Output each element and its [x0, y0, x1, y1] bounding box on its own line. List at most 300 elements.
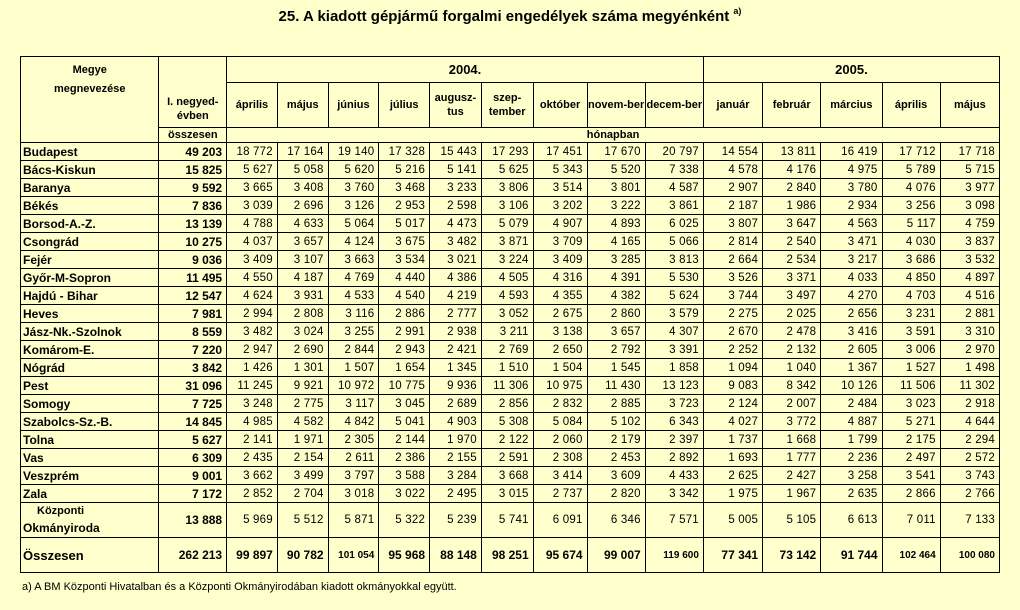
month-total-cell: 73 142 — [763, 538, 821, 573]
table-row — [21, 449, 1000, 467]
month-value-cell: 2 007 — [763, 395, 821, 413]
table-row — [21, 215, 1000, 233]
table-row — [21, 323, 1000, 341]
month-value-cell: 1 971 — [277, 431, 328, 449]
month-value-cell: 1 799 — [821, 431, 882, 449]
q1-total-cell: 12 547 — [159, 287, 227, 305]
month-value-cell: 14 554 — [703, 143, 762, 161]
month-value-cell: 3 391 — [645, 341, 703, 359]
month-value-cell: 5 102 — [587, 413, 645, 431]
month-value-cell: 3 499 — [277, 467, 328, 485]
month-value-cell: 5 141 — [430, 161, 482, 179]
q1-total-cell: 49 203 — [159, 143, 227, 161]
q1-total-cell: 9 001 — [159, 467, 227, 485]
month-value-cell: 4 850 — [882, 269, 940, 287]
month-value-cell: 3 772 — [763, 413, 821, 431]
month-value-cell: 4 907 — [533, 215, 587, 233]
month-total-cell: 88 148 — [430, 538, 482, 573]
month-value-cell: 19 140 — [328, 143, 379, 161]
county-name-line2: Okmányiroda — [23, 521, 100, 535]
month-value-cell: 2 860 — [587, 305, 645, 323]
month-value-cell: 2 943 — [379, 341, 430, 359]
month-value-cell: 1 737 — [703, 431, 762, 449]
county-header-line1: Megye — [72, 64, 107, 76]
month-value-cell: 3 468 — [379, 179, 430, 197]
month-value-cell: 2 275 — [703, 305, 762, 323]
month-value-cell: 2 421 — [430, 341, 482, 359]
month-value-cell: 18 772 — [227, 143, 278, 161]
month-value-cell: 3 723 — [645, 395, 703, 413]
month-value-cell: 2 832 — [533, 395, 587, 413]
month-value-cell: 2 808 — [277, 305, 328, 323]
month-value-cell: 17 164 — [277, 143, 328, 161]
month-value-cell: 5 117 — [882, 215, 940, 233]
month-value-cell: 3 514 — [533, 179, 587, 197]
month-total-cell: 95 674 — [533, 538, 587, 573]
month-value-cell: 3 107 — [277, 251, 328, 269]
month-value-cell: 3 256 — [882, 197, 940, 215]
q1-total-header: összesen — [159, 128, 227, 143]
month-value-cell: 5 322 — [379, 503, 430, 538]
month-value-cell: 3 534 — [379, 251, 430, 269]
month-value-cell: 5 969 — [227, 503, 278, 538]
table-row — [21, 467, 1000, 485]
month-value-cell: 3 045 — [379, 395, 430, 413]
q1-total-cell: 11 495 — [159, 269, 227, 287]
total-row — [21, 538, 1000, 573]
table-row — [21, 305, 1000, 323]
month-value-cell: 3 006 — [882, 341, 940, 359]
month-value-cell: 2 305 — [328, 431, 379, 449]
month-value-cell: 20 797 — [645, 143, 703, 161]
month-value-cell: 3 233 — [430, 179, 482, 197]
month-value-cell: 3 285 — [587, 251, 645, 269]
month-value-cell: 9 936 — [430, 377, 482, 395]
month-value-cell: 7 571 — [645, 503, 703, 538]
month-value-cell: 3 806 — [481, 179, 533, 197]
month-value-cell: 3 471 — [821, 233, 882, 251]
month-value-cell: 3 039 — [227, 197, 278, 215]
month-value-cell: 5 624 — [645, 287, 703, 305]
month-value-cell: 5 741 — [481, 503, 533, 538]
q1-total-cell: 8 559 — [159, 323, 227, 341]
month-value-cell: 5 512 — [277, 503, 328, 538]
month-value-cell: 3 801 — [587, 179, 645, 197]
month-value-cell: 2 435 — [227, 449, 278, 467]
table-row — [21, 377, 1000, 395]
month-value-cell: 2 656 — [821, 305, 882, 323]
month-value-cell: 3 977 — [940, 179, 999, 197]
table-row — [21, 413, 1000, 431]
month-value-cell: 4 440 — [379, 269, 430, 287]
month-value-cell: 6 613 — [821, 503, 882, 538]
month-value-cell: 2 540 — [763, 233, 821, 251]
year-2004-header: 2004. — [227, 57, 704, 83]
month-value-cell: 3 409 — [227, 251, 278, 269]
month-value-cell: 3 126 — [328, 197, 379, 215]
month-value-cell: 3 211 — [481, 323, 533, 341]
month-header: március — [821, 83, 882, 128]
month-total-cell: 99 007 — [587, 538, 645, 573]
month-value-cell: 3 024 — [277, 323, 328, 341]
q1-total-cell: 15 825 — [159, 161, 227, 179]
month-value-cell: 2 766 — [940, 485, 999, 503]
month-value-cell: 5 105 — [763, 503, 821, 538]
month-value-cell: 2 175 — [882, 431, 940, 449]
month-total-cell: 98 251 — [481, 538, 533, 573]
month-header: október — [533, 83, 587, 128]
month-value-cell: 1 504 — [533, 359, 587, 377]
month-value-cell: 3 231 — [882, 305, 940, 323]
month-value-cell: 4 533 — [328, 287, 379, 305]
county-name: Jász-Nk.-Szolnok — [21, 323, 159, 341]
month-value-cell: 5 627 — [227, 161, 278, 179]
month-value-cell: 2 478 — [763, 323, 821, 341]
month-value-cell: 3 780 — [821, 179, 882, 197]
month-value-cell: 3 665 — [227, 179, 278, 197]
table-row — [21, 197, 1000, 215]
total-label: Összesen — [21, 538, 159, 573]
month-header: július — [379, 83, 430, 128]
month-value-cell: 3 258 — [821, 467, 882, 485]
month-value-cell: 4 893 — [587, 215, 645, 233]
month-total-cell: 99 897 — [227, 538, 278, 573]
month-value-cell: 3 409 — [533, 251, 587, 269]
month-value-cell: 2 885 — [587, 395, 645, 413]
month-value-cell: 4 842 — [328, 413, 379, 431]
month-value-cell: 3 532 — [940, 251, 999, 269]
month-value-cell: 5 058 — [277, 161, 328, 179]
month-value-cell: 7 011 — [882, 503, 940, 538]
month-value-cell: 3 526 — [703, 269, 762, 287]
table-row — [21, 251, 1000, 269]
month-value-cell: 4 587 — [645, 179, 703, 197]
month-total-cell: 100 080 — [940, 538, 999, 573]
month-header: április — [882, 83, 940, 128]
month-value-cell: 1 693 — [703, 449, 762, 467]
month-header: június — [328, 83, 379, 128]
month-value-cell: 4 903 — [430, 413, 482, 431]
month-value-cell: 2 495 — [430, 485, 482, 503]
month-value-cell: 3 116 — [328, 305, 379, 323]
month-value-cell: 3 686 — [882, 251, 940, 269]
county-name: Vas — [21, 449, 159, 467]
q1-total-cell: 3 842 — [159, 359, 227, 377]
month-value-cell: 2 690 — [277, 341, 328, 359]
month-value-cell: 3 138 — [533, 323, 587, 341]
q1-total-cell: 7 725 — [159, 395, 227, 413]
q1-total-cell: 7 981 — [159, 305, 227, 323]
month-value-cell: 2 497 — [882, 449, 940, 467]
month-value-cell: 7 338 — [645, 161, 703, 179]
month-total-cell: 119 600 — [645, 538, 703, 573]
month-value-cell: 3 609 — [587, 467, 645, 485]
month-value-cell: 4 386 — [430, 269, 482, 287]
month-value-cell: 10 126 — [821, 377, 882, 395]
county-name: Nógrád — [21, 359, 159, 377]
month-total-cell: 90 782 — [277, 538, 328, 573]
month-value-cell: 4 176 — [763, 161, 821, 179]
month-value-cell: 2 294 — [940, 431, 999, 449]
month-value-cell: 3 222 — [587, 197, 645, 215]
month-value-cell: 3 248 — [227, 395, 278, 413]
month-header: január — [703, 83, 762, 128]
q1-total-cell: 5 627 — [159, 431, 227, 449]
q1-total-cell: 14 845 — [159, 413, 227, 431]
month-header: május — [940, 83, 999, 128]
month-value-cell: 2 155 — [430, 449, 482, 467]
month-value-cell: 2 696 — [277, 197, 328, 215]
month-header: augusz-tus — [430, 83, 482, 128]
month-value-cell: 2 534 — [763, 251, 821, 269]
month-value-cell: 2 670 — [703, 323, 762, 341]
month-value-cell: 2 611 — [328, 449, 379, 467]
month-value-cell: 2 907 — [703, 179, 762, 197]
q1-total-cell: 13 139 — [159, 215, 227, 233]
month-value-cell: 1 507 — [328, 359, 379, 377]
month-value-cell: 3 371 — [763, 269, 821, 287]
month-value-cell: 4 897 — [940, 269, 999, 287]
county-name: Szabolcs-Sz.-B. — [21, 413, 159, 431]
month-header: április — [227, 83, 278, 128]
month-value-cell: 2 132 — [763, 341, 821, 359]
county-name: Bács-Kiskun — [21, 161, 159, 179]
q1-total-cell: 7 836 — [159, 197, 227, 215]
month-value-cell: 4 582 — [277, 413, 328, 431]
month-value-cell: 2 605 — [821, 341, 882, 359]
month-value-cell: 2 572 — [940, 449, 999, 467]
month-value-cell: 4 759 — [940, 215, 999, 233]
month-value-cell: 1 301 — [277, 359, 328, 377]
month-value-cell: 6 091 — [533, 503, 587, 538]
month-value-cell: 3 591 — [882, 323, 940, 341]
year-2005-header: 2005. — [703, 57, 999, 83]
q1-header-label: I. negyed-évben — [167, 96, 219, 122]
table-row — [21, 143, 1000, 161]
month-value-cell: 10 975 — [533, 377, 587, 395]
month-value-cell: 3 657 — [277, 233, 328, 251]
title-footnote-mark: a) — [733, 6, 742, 16]
month-value-cell: 3 224 — [481, 251, 533, 269]
month-value-cell: 3 807 — [703, 215, 762, 233]
month-value-cell: 3 837 — [940, 233, 999, 251]
month-value-cell: 1 426 — [227, 359, 278, 377]
month-value-cell: 5 041 — [379, 413, 430, 431]
county-name: Pest — [21, 377, 159, 395]
month-value-cell: 2 991 — [379, 323, 430, 341]
month-value-cell: 4 187 — [277, 269, 328, 287]
month-value-cell: 2 386 — [379, 449, 430, 467]
month-value-cell: 2 453 — [587, 449, 645, 467]
month-value-cell: 4 516 — [940, 287, 999, 305]
month-total-cell: 77 341 — [703, 538, 762, 573]
month-value-cell: 2 881 — [940, 305, 999, 323]
county-name: Heves — [21, 305, 159, 323]
table-row — [21, 269, 1000, 287]
month-value-cell: 5 520 — [587, 161, 645, 179]
q1-total-cell: 9 036 — [159, 251, 227, 269]
month-value-cell: 4 788 — [227, 215, 278, 233]
table-row — [21, 341, 1000, 359]
month-value-cell: 1 367 — [821, 359, 882, 377]
table-row — [21, 179, 1000, 197]
county-name: Tolna — [21, 431, 159, 449]
county-name: Baranya — [21, 179, 159, 197]
month-value-cell: 9 921 — [277, 377, 328, 395]
month-value-cell: 3 342 — [645, 485, 703, 503]
month-value-cell: 3 663 — [328, 251, 379, 269]
month-total-cell: 102 464 — [882, 538, 940, 573]
title-text: 25. A kiadott gépjármű forgalmi engedélyek száma megyénként — [278, 8, 730, 25]
month-value-cell: 2 625 — [703, 467, 762, 485]
month-value-cell: 3 497 — [763, 287, 821, 305]
month-value-cell: 2 737 — [533, 485, 587, 503]
month-value-cell: 3 861 — [645, 197, 703, 215]
county-name: Hajdú - Bihar — [21, 287, 159, 305]
q1-total-cell: 9 592 — [159, 179, 227, 197]
county-name: Békés — [21, 197, 159, 215]
month-value-cell: 3 310 — [940, 323, 999, 341]
month-value-cell: 2 775 — [277, 395, 328, 413]
county-name: Győr-M-Sopron — [21, 269, 159, 287]
month-value-cell: 3 675 — [379, 233, 430, 251]
month-value-cell: 3 662 — [227, 467, 278, 485]
month-value-cell: 11 306 — [481, 377, 533, 395]
q1-total-cell: 262 213 — [159, 538, 227, 573]
month-value-cell: 4 985 — [227, 413, 278, 431]
month-value-cell: 1 094 — [703, 359, 762, 377]
month-value-cell: 5 064 — [328, 215, 379, 233]
month-value-cell: 2 187 — [703, 197, 762, 215]
month-value-cell: 1 967 — [763, 485, 821, 503]
month-value-cell: 5 620 — [328, 161, 379, 179]
month-value-cell: 1 040 — [763, 359, 821, 377]
county-name — [21, 503, 159, 538]
month-value-cell: 3 482 — [430, 233, 482, 251]
month-value-cell: 2 689 — [430, 395, 482, 413]
month-value-cell: 3 408 — [277, 179, 328, 197]
month-value-cell: 1 345 — [430, 359, 482, 377]
month-value-cell: 1 986 — [763, 197, 821, 215]
month-value-cell: 4 219 — [430, 287, 482, 305]
table-row — [21, 503, 1000, 538]
month-value-cell: 4 270 — [821, 287, 882, 305]
month-value-cell: 2 308 — [533, 449, 587, 467]
month-value-cell: 1 970 — [430, 431, 482, 449]
month-value-cell: 4 769 — [328, 269, 379, 287]
month-value-cell: 3 813 — [645, 251, 703, 269]
month-header: szep-tember — [481, 83, 533, 128]
month-value-cell: 5 239 — [430, 503, 482, 538]
month-value-cell: 2 704 — [277, 485, 328, 503]
month-value-cell: 6 343 — [645, 413, 703, 431]
q1-total-cell: 31 096 — [159, 377, 227, 395]
month-value-cell: 1 668 — [763, 431, 821, 449]
month-value-cell: 3 098 — [940, 197, 999, 215]
month-value-cell: 5 871 — [328, 503, 379, 538]
month-value-cell: 17 712 — [882, 143, 940, 161]
month-value-cell: 2 179 — [587, 431, 645, 449]
month-value-cell: 4 076 — [882, 179, 940, 197]
month-value-cell: 4 633 — [277, 215, 328, 233]
month-value-cell: 11 506 — [882, 377, 940, 395]
month-value-cell: 4 433 — [645, 467, 703, 485]
month-value-cell: 2 886 — [379, 305, 430, 323]
month-value-cell: 2 154 — [277, 449, 328, 467]
month-value-cell: 5 308 — [481, 413, 533, 431]
table-row — [21, 395, 1000, 413]
county-name: Somogy — [21, 395, 159, 413]
county-name: Csongrád — [21, 233, 159, 251]
month-value-cell: 2 124 — [703, 395, 762, 413]
month-value-cell: 5 789 — [882, 161, 940, 179]
q1-total-cell: 6 309 — [159, 449, 227, 467]
month-value-cell: 2 144 — [379, 431, 430, 449]
month-value-cell: 6 025 — [645, 215, 703, 233]
month-value-cell: 11 245 — [227, 377, 278, 395]
month-header: novem-ber — [587, 83, 645, 128]
month-total-cell: 91 744 — [821, 538, 882, 573]
county-name: Budapest — [21, 143, 159, 161]
month-value-cell: 4 624 — [227, 287, 278, 305]
month-value-cell: 5 530 — [645, 269, 703, 287]
month-value-cell: 4 391 — [587, 269, 645, 287]
month-value-cell: 8 342 — [763, 377, 821, 395]
month-value-cell: 3 015 — [481, 485, 533, 503]
month-value-cell: 17 670 — [587, 143, 645, 161]
month-value-cell: 3 018 — [328, 485, 379, 503]
month-value-cell: 4 593 — [481, 287, 533, 305]
month-value-cell: 2 427 — [763, 467, 821, 485]
table-row — [21, 431, 1000, 449]
month-value-cell: 3 657 — [587, 323, 645, 341]
month-value-cell: 2 664 — [703, 251, 762, 269]
month-value-cell: 13 811 — [763, 143, 821, 161]
month-value-cell: 4 030 — [882, 233, 940, 251]
month-value-cell: 5 084 — [533, 413, 587, 431]
month-value-cell: 3 709 — [533, 233, 587, 251]
month-value-cell: 3 022 — [379, 485, 430, 503]
month-value-cell: 1 545 — [587, 359, 645, 377]
month-value-cell: 11 430 — [587, 377, 645, 395]
month-value-cell: 1 498 — [940, 359, 999, 377]
county-name: Fejér — [21, 251, 159, 269]
month-value-cell: 10 775 — [379, 377, 430, 395]
table-row — [21, 485, 1000, 503]
month-value-cell: 2 484 — [821, 395, 882, 413]
county-header-line2: megnevezése — [53, 83, 126, 95]
month-value-cell: 5 216 — [379, 161, 430, 179]
month-value-cell: 4 307 — [645, 323, 703, 341]
month-value-cell: 2 060 — [533, 431, 587, 449]
county-name: Borsod-A.-Z. — [21, 215, 159, 233]
month-value-cell: 2 970 — [940, 341, 999, 359]
month-value-cell: 17 293 — [481, 143, 533, 161]
month-value-cell: 4 355 — [533, 287, 587, 305]
data-table — [20, 56, 1000, 573]
unit-header: hónapban — [227, 128, 1000, 143]
month-value-cell: 3 021 — [430, 251, 482, 269]
month-header: február — [763, 83, 821, 128]
month-value-cell: 11 302 — [940, 377, 999, 395]
county-name: Komárom-E. — [21, 341, 159, 359]
month-value-cell: 2 938 — [430, 323, 482, 341]
table-row — [21, 287, 1000, 305]
month-value-cell: 2 918 — [940, 395, 999, 413]
month-value-cell: 4 505 — [481, 269, 533, 287]
month-value-cell: 2 591 — [481, 449, 533, 467]
month-value-cell: 2 953 — [379, 197, 430, 215]
